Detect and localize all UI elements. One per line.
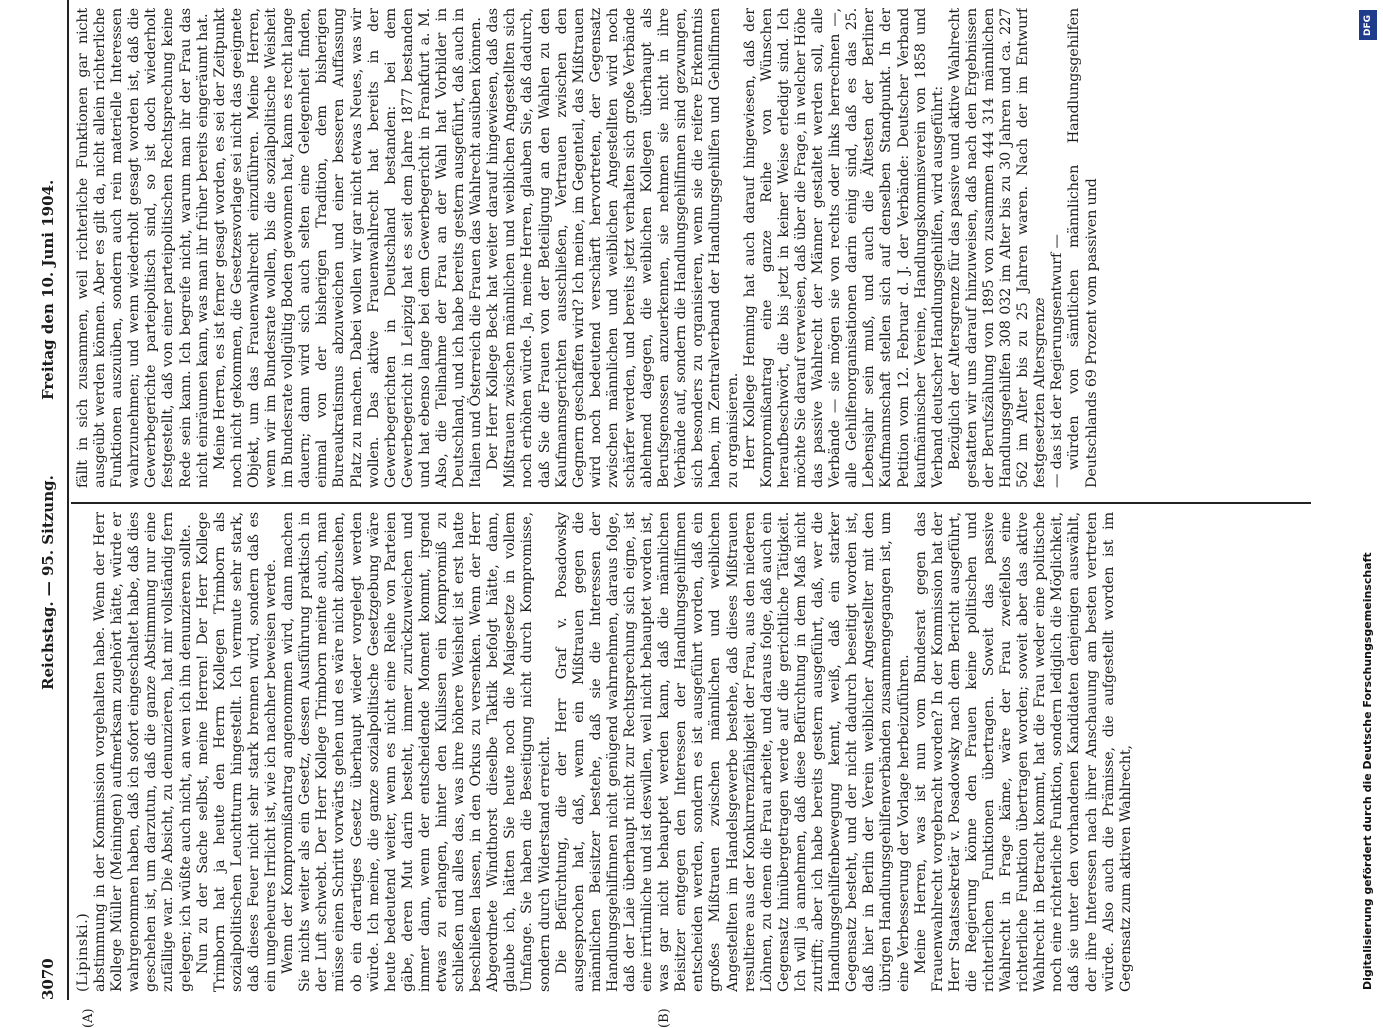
header-rule xyxy=(67,0,69,1000)
left-paragraph: Die Befürchtung, die der Herr Graf v. Posadowsky ausgesprochen hat, daß, wenn ein Mißtrauen gegen die männlichen Beisitzer bestehe, daß sie die Interessen der Handlungsgehilfinnen nicht genügend wahrnehmen, daraus folge, daß der Laie überhaupt nicht zur Rechtsprechung sich eigne, ist eine irrtümliche und ist deswillen, weil nicht behauptet worden ist, was gar nicht behauptet werden kann, daß die männlichen Beisitzer entgegen den Interessen der Handlungsgehilfinnen entscheiden werden, sondern es ist ausgeführt worden, daß ein großes Mißtrauen zwischen männlichen und weiblichen Angestellten im Handelsgewerbe bestehe, daß dieses Mißtrauen resultiere aus der Konkurrenzfähigkeit der Frau, aus den niederen Löhnen, zu denen die Frau arbeite, und daraus folge, daß auch ein Gegensatz hinübergetragen werde auf die gerichtliche Tätigkeit. Ich will ja annehmen, daß diese Befürchtung in dem Maß nicht zutrifft; aber ich habe bereits gestern ausgeführt, daß, wer die Handlungsgehilfenbewegung kennt, weiß, daß ein starker Gegensatz besteht, und der nicht dadurch beseitigt worden ist, daß hier in Berlin der Verein weiblicher Angestellter mit den übrigen Handlungsgehilfenverbänden zusammengegangen ist, um eine Verbesserung der Vorlage herbeizuführen. xyxy=(553,512,912,992)
left-paragraph: Wenn der Kompromißantrag angenommen wird, dann machen Sie nichts weiter als ein Gesetz, dessen Ausführung praktisch in der Luft schwebt. Der Herr Kollege Trimborn meinte auch, man müsse einen Schritt vorwärts gehen und es wäre nicht abzusehen, ob ein derartiges Gesetz überhaupt wieder vorgelegt werden würde. Ich meine, die ganze sozialpolitische Gesetzgebung wäre heute bedeutend weiter, wenn es nicht eine Reihe von Parteien gäbe, deren Mut darin besteht, immer zurückzuweichen und immer dann, wenn der entscheidende Moment kommt, irgend etwas zu erlangen, hinter den Kulissen ein Kompromiß zu schließen und alles das, was ihre höhere Weisheit ist erst hatte beschließen lassen, in den Orkus zu versenken. Wenn der Herr Abgeordnete Windthorst dieselbe Taktik befolgt hätte, dann, glaube ich, hätten Sie heute noch die Maigesetze in vollem Umfange. Sie haben die Beseitigung nicht durch Kompromisse, sondern durch Widerstand erreicht. xyxy=(280,512,553,992)
page-header xyxy=(35,0,75,1000)
margin-mark-a: (A) xyxy=(81,1008,96,1028)
left-paragraph: Meine Herren, was ist nun vom Bundesrat gegen das Frauenwahlrecht vorgebracht worden? In der Kommission hat der Herr Staatssekretär v. Posadowsky nach dem Bericht ausgeführt, die Regierung könne den Frauen keine politischen und richterlichen Funktionen übertragen. Soweit das passive Wahlrecht in Frage käme, wäre der Frau zweifellos eine richterliche Funktion übertragen worden; soweit aber das aktive Wahlrecht in Betracht kommt, hat die Frau weder eine politische noch eine richterliche Funktion, sondern lediglich die Möglichkeit, daß sie unter den vorhandenen Kandidaten denjenigen auswählt, der ihre Interessen nach ihrer Anschauung am besten vertreten würde. Also auch die Prämisse, die aufgestellt worden ist im Gegensatz zum aktiven Wahlrecht, xyxy=(912,512,1134,992)
header-session: Reichstag. — 95. Sitzung. xyxy=(39,475,57,690)
dfg-logo: DFG xyxy=(1359,10,1377,40)
column-rule xyxy=(71,502,1311,504)
left-paragraph: abstimmung in der Kommission vorgehalten habe. Wenn der Herr Kollege Müller (Meiningen) aufmerksam zugehört hätte, würde er wahrgenommen haben, daß ich sofort eingeschaltet habe, daß dies geschehen ist, um darzutun, daß die ganze Abstimmung nur eine zufällige war. Die Absicht, zu denunzieren, hat mir vollständig fern gelegen; ich wüßte auch nicht, an wen ich ihn denunzieren sollte. xyxy=(92,512,194,992)
header-date: Freitag den 10. Juni 1904. xyxy=(39,179,57,400)
rotated-page xyxy=(35,0,1345,1028)
right-column xyxy=(75,8,1305,488)
quote-paragraph: würden von sämtlichen männlichen Handlungsgehilfen Deutschlands 69 Prozent vom passiven und xyxy=(1066,8,1100,488)
right-paragraph: Herr Kollege Henning hat auch darauf hingewiesen, daß der Kompromißantrag eine ganze Reihe von Wünschen heraufbeschwört, die bis jetzt in keiner Weise erledigt sind. Ich möchte Sie darauf verweisen, daß über die Frage, in welcher Höhe das passive Wahlrecht der Männer gestaltet werden soll, alle Verbände — sie mögen sie von rechts oder links herrechnen —, alle Gehilfenorganisationen darin einig sind, daß es das 25. Lebensjahr sein muß, und auch die Ältesten der Berliner Kaufmannschaft stellen sich auf denselben Standpunkt. In der Petition vom 12. Februar d. J. der Verbände: Deutscher Verband kaufmännischer Vereine, Handlungskommisverein von 1858 und Verband deutscher Handlungsgehilfen, wird ausgeführt: xyxy=(741,8,946,488)
page-number: 3070 xyxy=(39,958,57,1000)
quote-paragraph: Bezüglich der Altersgrenze für das passive und aktive Wahlrecht gestatten wir uns darauf hinzuweisen, daß nach den Ergebnissen der Berufszählung von 1895 von zusammen 444 314 männlichen Handlungsgehilfen 308 032 im Alter bis zu 30 Jahren und ca. 227 562 im Alter bis zu 25 Jahren waren. Nach der im Entwurf festgesetzten Altersgrenze xyxy=(946,8,1049,488)
left-paragraph: Nun zu der Sache selbst, meine Herren! Der Herr Kollege Trimborn hat ja heute den Herrn Kollegen Trimborn als sozialpolitischen Leuchtturm hingestellt. Ich vermute sehr stark, daß dieses Feuer nicht sehr stark brennen wird, sondern daß es ein ungeheures Irrlicht ist, wie ich nachher beweisen werde. xyxy=(194,512,280,992)
quote-aside: — das ist der Regierungsentwurf — xyxy=(1049,234,1066,488)
left-column xyxy=(75,512,1305,992)
right-paragraph: Der Herr Kollege Beck hat weiter darauf hingewiesen, daß das Mißtrauen zwischen männlichen und weiblichen Angestellten sich noch erhöhen würde. Ja, meine Herren, glauben Sie, daß dadurch, daß Sie die Frauen von der Beteiligung an den Wahlen zu den Kaufmannsgerichten ausschließen, Vertrauen zwischen den Gegnern geschaffen wird? Ich meine, im Gegenteil, das Mißtrauen wird noch bedeutend verschärft hervortreten, der Gegensatz zwischen männlichen und weiblichen Angestellten wird noch schärfer werden, und bereits jetzt verhalten sich große Verbände ablehnend dagegen, die weiblichen Kollegen überhaupt als Berufsgenossen anzuerkennen, sie nehmen sie nicht in ihre Verbände auf, sondern die Handlungsgehilfinnen sind gezwungen, sich besonders zu organisieren, wenn sie die reifere Erkenntnis haben, im Zentralverband der Handlungsgehilfen und Gehilfinnen zu organisieren. xyxy=(485,8,741,488)
margin-mark-b: (B) xyxy=(657,1008,672,1028)
dfg-text: Digitalisierung gefördert durch die Deutsche Forschungsgemeinschaft xyxy=(1361,552,1374,990)
right-paragraph: Meine Herren, es ist ferner gesagt worden, es sei der Zeitpunkt noch nicht gekommen, die Gesetzesvorlage sei nicht das geeignete Objekt, um das Frauenwahlrecht einzuführen. Meine Herren, wenn wir im Bundesrate wollen, bis die sozialpolitische Weisheit im Bundesrate vollgültig Boden gewonnen hat, kann es recht lange dauern; dann wird sich auch selten eine Gelegenheit finden, einmal von der bisherigen Tradition, dem bisherigen Bureaukratismus abzuweichen und einer besseren Auffassung Platz zu machen. Dabei wollen wir gar nicht etwas Neues, was wir wollen. Das aktive Frauenwahlrecht hat bereits in der Gewerbegerichten in Deutschland bestanden: bei dem Gewerbegericht in Leipzig hat es seit dem Jahre 1877 bestanden und hat ebenso lange bei dem Gewerbegericht in Frankfurt a. M. Also, die Teilnahme der Frau an der Wahl hat Vorbilder in Deutschland, und ich habe bereits gestern ausgeführt, daß auch in Italien und Österreich die Frauen das Wahlrecht ausüben können. xyxy=(211,8,485,488)
dfg-watermark xyxy=(1357,10,1379,990)
right-paragraph: fällt in sich zusammen, weil richterliche Funktionen gar nicht ausgeübt werden können. Aber es gilt da, nicht allein richterliche Funktionen auszuüben, sondern auch rein materielle Interessen wahrzunehmen; und wenn wiederholt gesagt worden ist, daß die Gewerbegerichte parteipolitisch sind, so ist doch wiederholt festgestellt, daß von einer parteipolitischen Rechtsprechung keine Rede sein kann. Ich begreife nicht, warum man ihr der Frau das nicht einräumen kann, was man ihr früher bereits eingeräumt hat. xyxy=(75,8,211,488)
speaker-label: (Lipinski.) xyxy=(75,912,91,992)
